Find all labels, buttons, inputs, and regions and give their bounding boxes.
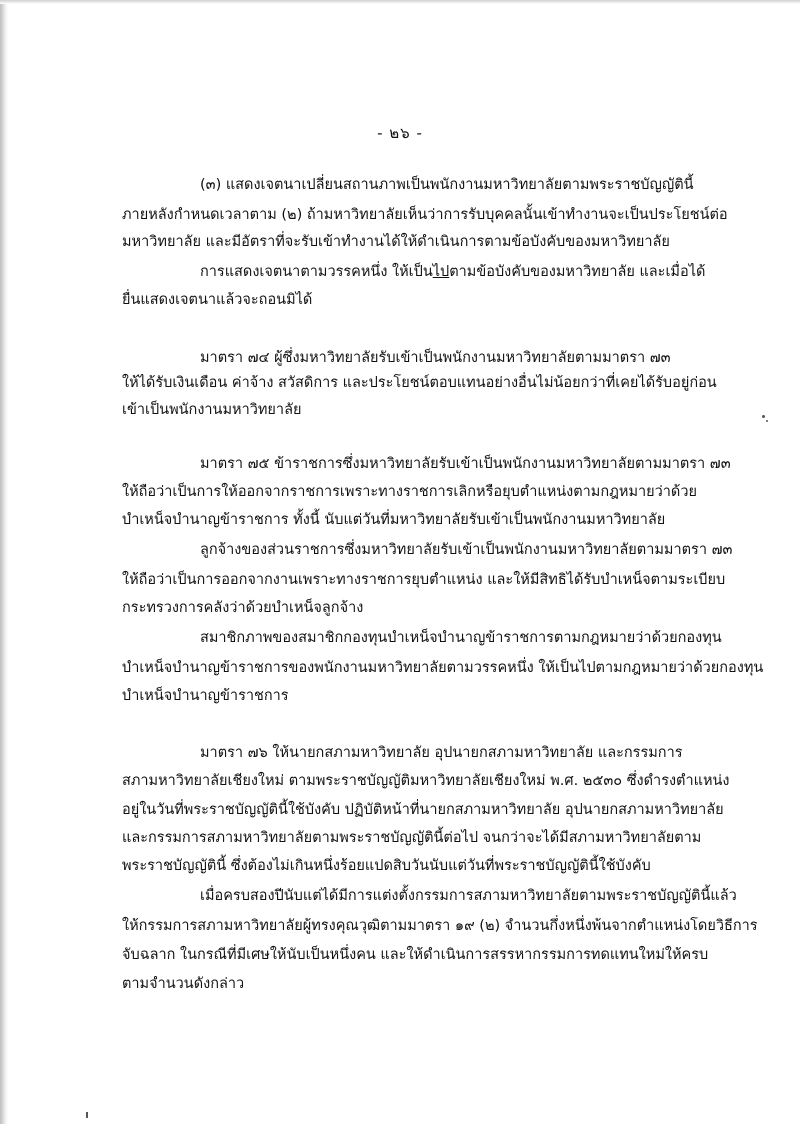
section-74-line-3: เข้าเป็นพนักงานมหาวิทยาลัย <box>122 402 302 418</box>
declaration-text-part-2: ตามข้อบังคับของมหาวิทยาลัย และเมื่อได้ <box>449 264 706 280</box>
declaration-paragraph-line-2: ยื่นแสดงเจตนาแล้วจะถอนมิได้ <box>122 292 313 308</box>
paragraph-3-line-3: มหาวิทยาลัย และมีอัตราที่จะรับเข้าทำงานได้ให้ดำเนินการตามข้อบังคับของมหาวิทยาลัย <box>122 234 670 250</box>
paragraph-3-line-1: (๓) แสดงเจตนาเปลี่ยนสถานภาพเป็นพนักงานมหาวิทยาลัยตามพระราชบัญญัตินี้ <box>200 177 694 193</box>
section-76-line-2: สภามหาวิทยาลัยเชียงใหม่ ตามพระราชบัญญัติมหาวิทยาลัยเชียงใหม่ พ.ศ. ๒๕๓๐ ซึ่งดำรงตำแหน่ง <box>122 773 730 789</box>
paragraph-3-line-2: ภายหลังกำหนดเวลาตาม (๒) ถ้ามหาวิทยาลัยเห็นว่าการรับบุคคลนั้นเข้าทำงานจะเป็นประโยชน์ต่อ <box>122 207 728 223</box>
scan-top-shadow <box>0 0 800 4</box>
section-75-line-6: กระทรวงการคลังว่าด้วยบำเหน็จลูกจ้าง <box>122 600 364 616</box>
section-75-line-3: บำเหน็จบำนาญข้าราชการ ทั้งนี้ นับแต่วันที่มหาวิทยาลัยรับเข้าเป็นพนักงานมหาวิทยาลัย <box>122 512 666 528</box>
scan-edge-shadow <box>0 0 8 1124</box>
scan-speck <box>766 420 768 422</box>
section-76-line-6: เมื่อครบสองปีนับแต่ได้มีการแต่งตั้งกรรมการสภามหาวิทยาลัยตามพระราชบัญญัตินี้แล้ว <box>200 888 737 904</box>
scan-speck <box>86 1112 88 1118</box>
section-75-line-8: บำเหน็จบำนาญข้าราชการของพนักงานมหาวิทยาลัยตามวรรคหนึ่ง ให้เป็นไปตามกฎหมายว่าด้วยกองทุน <box>122 660 764 676</box>
declaration-text-part-1: การแสดงเจตนาตามวรรคหนึ่ง ให้เป็น <box>200 264 433 280</box>
section-76-line-8: จับฉลาก ในกรณีที่มีเศษให้นับเป็นหนึ่งคน และให้ดำเนินการสรรหากรรมการทดแทนใหม่ให้ครบ <box>122 947 709 963</box>
section-74-line-1: มาตรา ๗๔ ผู้ซึ่งมหาวิทยาลัยรับเข้าเป็นพนักงานมหาวิทยาลัยตามมาตรา ๗๓ <box>200 350 671 366</box>
section-76-line-9: ตามจำนวนดังกล่าว <box>122 976 245 992</box>
underlined-word: ไป <box>432 264 450 280</box>
section-75-line-7: สมาชิกภาพของสมาชิกกองทุนบำเหน็จบำนาญข้าราชการตามกฎหมายว่าด้วยกองทุน <box>200 630 722 646</box>
section-75-line-2: ให้ถือว่าเป็นการให้ออกจากราชการเพราะทางราชการเลิกหรือยุบตำแหน่งตามกฎหมายว่าด้วย <box>122 484 697 500</box>
section-76-line-1: มาตรา ๗๖ ให้นายกสภามหาวิทยาลัย อุปนายกสภามหาวิทยาลัย และกรรมการ <box>200 745 683 761</box>
scan-speck <box>762 415 765 418</box>
section-76-line-7: ให้กรรมการสภามหาวิทยาลัยผู้ทรงคุณวุฒิตามมาตรา ๑๙ (๒) จำนวนกึ่งหนึ่งพ้นจากตำแหน่งโดยวิธีการ <box>122 918 758 934</box>
section-74-line-2: ให้ได้รับเงินเดือน ค่าจ้าง สวัสดิการ และประโยชน์ตอบแทนอย่างอื่นไม่น้อยกว่าที่เคยได้รับอยู่ก่อน <box>122 375 717 391</box>
page-number: - ๒๖ - <box>377 124 423 142</box>
section-75-line-4: ลูกจ้างของส่วนราชการซึ่งมหาวิทยาลัยรับเข้าเป็นพนักงานมหาวิทยาลัยตามมาตรา ๗๓ <box>200 542 733 558</box>
section-76-line-4: และกรรมการสภามหาวิทยาลัยตามพระราชบัญญัตินี้ต่อไป จนกว่าจะได้มีสภามหาวิทยาลัยตาม <box>122 830 702 846</box>
section-75-line-5: ให้ถือว่าเป็นการออกจากงานเพราะทางราชการยุบตำแหน่ง และให้มีสิทธิได้รับบำเหน็จตามระเบียบ <box>122 572 726 588</box>
section-75-line-9: บำเหน็จบำนาญข้าราชการ <box>122 688 289 704</box>
section-75-line-1: มาตรา ๗๕ ข้าราชการซึ่งมหาวิทยาลัยรับเข้าเป็นพนักงานมหาวิทยาลัยตามมาตรา ๗๓ <box>200 456 731 472</box>
declaration-paragraph-line-1 <box>200 262 705 282</box>
section-76-line-5: พระราชบัญญัตินี้ ซึ่งต้องไม่เกินหนึ่งร้อยแปดสิบวันนับแต่วันที่พระราชบัญญัตินี้ใช้บังคับ <box>122 858 651 874</box>
section-76-line-3: อยู่ในวันที่พระราชบัญญัตินี้ใช้บังคับ ปฏิบัติหน้าที่นายกสภามหาวิทยาลัย อุปนายกสภามหาวิทยาลัย <box>122 802 724 818</box>
